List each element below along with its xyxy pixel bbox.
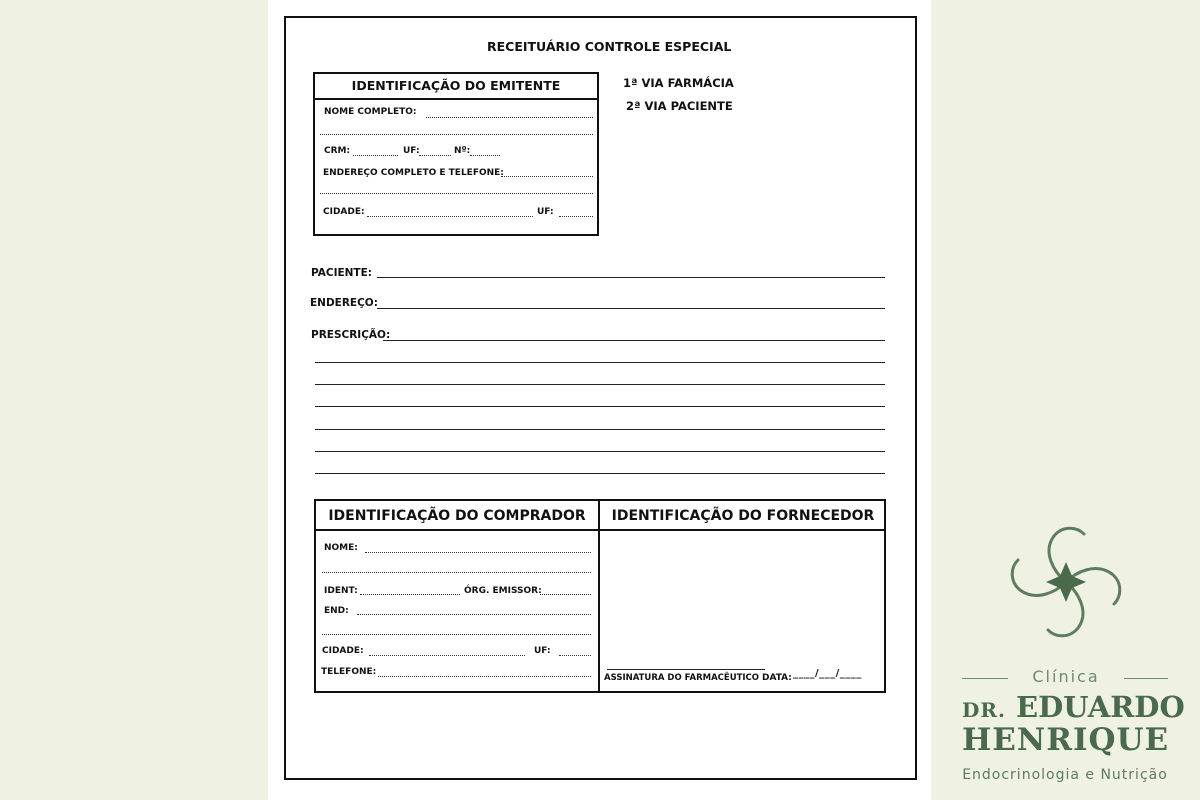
logo-specialty: Endocrinologia e Nutrição xyxy=(962,767,1168,783)
prescription-line[interactable] xyxy=(315,429,885,430)
emitente-heading: IDENTIFICAÇÃO DO EMITENTE xyxy=(315,74,597,100)
logo-rule-right xyxy=(1124,678,1168,679)
emitente-name-field[interactable] xyxy=(426,117,593,118)
patient-field[interactable] xyxy=(377,277,885,278)
ident-field[interactable] xyxy=(360,594,460,595)
copy-patient: 2ª VIA PACIENTE xyxy=(626,99,733,113)
logo-clinica-text: Clínica xyxy=(1032,667,1100,686)
buyer-city-field[interactable] xyxy=(369,655,525,656)
address-field[interactable] xyxy=(377,308,885,309)
emitente-uf2-field[interactable] xyxy=(559,216,593,217)
crm-label: CRM: xyxy=(324,146,351,156)
buyer-address-label: END: xyxy=(324,606,349,616)
emitente-address-label: ENDEREÇO COMPLETO E TELEFONE: xyxy=(323,168,504,178)
buyer-uf-field[interactable] xyxy=(559,655,591,656)
signature-label: ASSINATURA DO FARMACÊUTICO xyxy=(604,673,760,683)
logo-first-name: EDUARDO xyxy=(1016,690,1185,724)
prescription-line[interactable] xyxy=(315,362,885,363)
form-title: RECEITUÁRIO CONTROLE ESPECIAL xyxy=(487,39,732,54)
buyer-name-label: NOME: xyxy=(324,543,358,553)
date-field[interactable]: ____/___/____ xyxy=(793,668,862,679)
buyer-name-field[interactable] xyxy=(365,552,591,553)
prescription-field[interactable] xyxy=(383,340,885,341)
signature-line[interactable] xyxy=(607,669,765,670)
patient-label: PACIENTE: xyxy=(311,267,372,279)
buyer-city-label: CIDADE: xyxy=(322,646,364,656)
emitente-name-field-line2[interactable] xyxy=(320,134,593,135)
prescription-label: PRESCRIÇÃO: xyxy=(311,329,391,341)
clover-cross-logo-icon xyxy=(1002,522,1130,646)
buyer-name-field-line2[interactable] xyxy=(322,572,591,573)
logo-first-line xyxy=(962,690,1185,724)
number-field[interactable] xyxy=(470,155,500,156)
issuer-label: ÓRG. EMISSOR: xyxy=(464,586,542,596)
emitente-uf-label: UF: xyxy=(403,146,420,156)
prescription-line[interactable] xyxy=(315,451,885,452)
issuer-field[interactable] xyxy=(540,594,591,595)
emitente-uf-field[interactable] xyxy=(419,155,451,156)
prescription-line[interactable] xyxy=(315,473,885,474)
emitente-city-field[interactable] xyxy=(367,216,533,217)
box-header-rule xyxy=(314,529,886,531)
buyer-address-field-line2[interactable] xyxy=(322,634,591,635)
phone-field[interactable] xyxy=(378,676,591,677)
emitente-uf2-label: UF: xyxy=(537,207,554,217)
buyer-uf-label: UF: xyxy=(534,646,551,656)
emitente-address-field-line2[interactable] xyxy=(320,193,593,194)
logo-rule-left xyxy=(962,678,1008,679)
emitente-city-label: CIDADE: xyxy=(323,207,365,217)
phone-label: TELEFONE: xyxy=(321,667,377,677)
buyer-heading: IDENTIFICAÇÃO DO COMPRADOR xyxy=(328,508,586,524)
address-label: ENDEREÇO: xyxy=(310,297,378,309)
ident-label: IDENT: xyxy=(324,586,358,596)
prescription-line[interactable] xyxy=(315,384,885,385)
number-label: Nº: xyxy=(454,146,471,156)
copy-pharmacy: 1ª VIA FARMÁCIA xyxy=(623,76,734,90)
logo-last-name: HENRIQUE xyxy=(962,722,1170,758)
emitente-address-field[interactable] xyxy=(501,176,593,177)
logo-dr: DR. xyxy=(962,698,1006,722)
buyer-address-field[interactable] xyxy=(357,614,591,615)
emitente-name-label: NOME COMPLETO: xyxy=(324,107,417,117)
supplier-heading: IDENTIFICAÇÃO DO FORNECEDOR xyxy=(611,508,875,524)
crm-field[interactable] xyxy=(353,155,398,156)
date-label: DATA: xyxy=(762,673,792,683)
prescription-line[interactable] xyxy=(315,406,885,407)
